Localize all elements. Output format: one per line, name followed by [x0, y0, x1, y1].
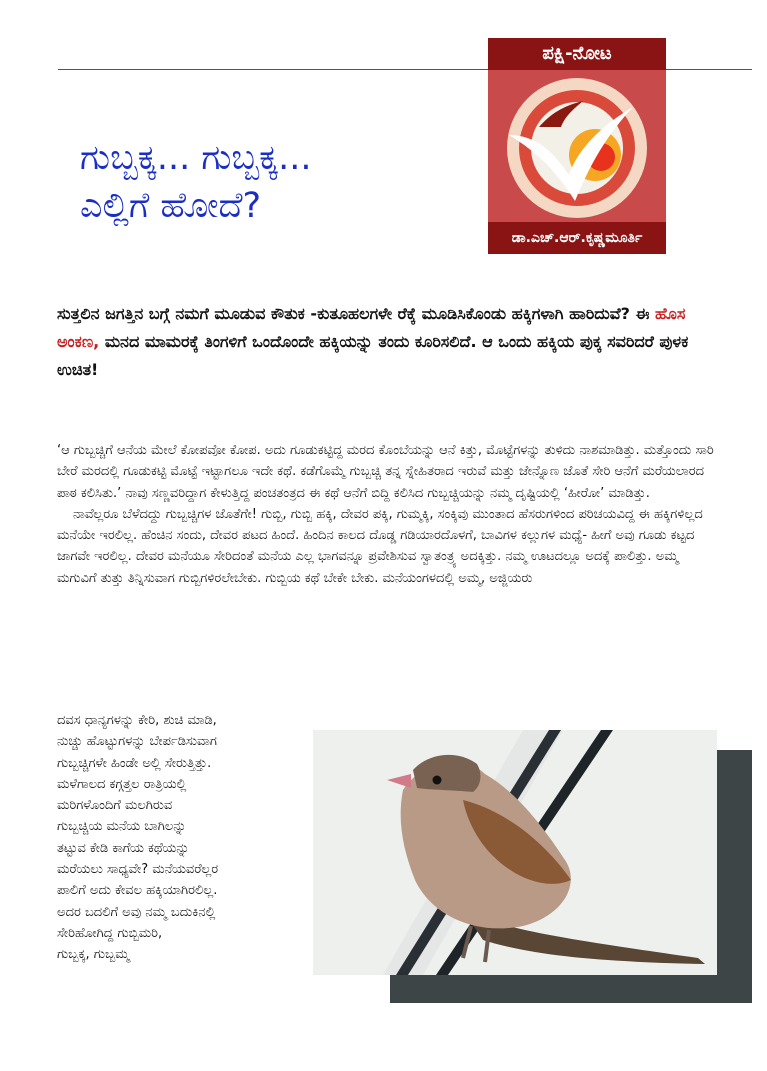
article-paragraph-2: ನಾವೆಲ್ಲರೂ ಬೆಳೆದದ್ದು ಗುಬ್ಬಚ್ಚಿಗಳ ಜೊತೆಗೇ! ಗುಬ್ಬಿ, ಗುಬ್ಬಿ ಹಕ್ಕಿ, ದೇವರ ಪಕ್ಕಿ, ಗುಮ್ಮಕ್ಕಿ, ಸಂಕ್ಕಿವು ಮುಂತಾದ ಹೆಸರುಗಳಿಂದ ಪರಿಚಯವಿದ್ದ ಈ ಹಕ್ಕಿಗಳಿಲ್ಲದ ಮನೆಯೇ ಇರಲಿಲ್ಲ. ಹೆಂಚಿನ ಸಂದು, ದೇವರ ಪಟದ ಹಿಂದೆ. ಹಿಂದಿನ ಕಾಲದ ದೊಡ್ಡ ಗಡಿಯಾರದೊಳಗೆ, ಬಾವಿಗಳ ಕಲ್ಲುಗಳ ಮಧ್ಯೆ- ಹೀಗೆ ಅವು ಗೂಡು ಕಟ್ಟದ ಜಾಗವೇ ಇರಲಿಲ್ಲ. ದೇವರ ಮನೆಯೂ ಸೇರಿದಂತೆ ಮನೆಯ ಎಲ್ಲ ಭಾಗವನ್ನೂ ಪ್ರವೇಶಿಸುವ ಸ್ವಾತಂತ್ರ್ಯ ಅದಕ್ಕಿತ್ತು. ನಮ್ಮ ಊಟದಲ್ಲೂ ಅದಕ್ಕೆ ಪಾಲಿತ್ತು. ಅಮ್ಮ ಮಗುವಿಗೆ ತುತ್ತು ತಿನ್ನಿಸುವಾಗ ಗುಬ್ಬಿಗಳಿರಲೇಬೇಕು. ಗುಬ್ಬಿಯ ಕಥೆ ಬೇಕೇ ಬೇಕು. ಮನೆಯಂಗಳದಲ್ಲಿ ಅಮ್ಮ, ಅಜ್ಜಿಯರು: [57, 506, 703, 586]
column-title: ಪಕ್ಷಿ-ನೋಟ: [542, 43, 612, 64]
wrap-line: ಮರೆಯಲು ಸಾಧ್ಯವೇ? ಮನೆಯವರೆಲ್ಲರ: [57, 862, 219, 878]
intro-highlight: ಹೊಸ ಅಂಕಣ,: [57, 304, 686, 351]
sparrow-photo: [313, 730, 717, 975]
wrap-line: ನುಚ್ಚು ಹೊಟ್ಟುಗಳನ್ನು ಬೇರ್ಪಡಿಸುವಾಗ: [57, 734, 217, 750]
wrap-line: ತಟ್ಟುವ ಕೇಡಿ ಕಾಗೆಯ ಕಥೆಯನ್ನು: [57, 840, 190, 856]
wrap-line: ಅದರ ಬದಲಿಗೆ ಅವು ನಮ್ಮ ಬದುಕಿನಲ್ಲಿ: [57, 904, 216, 920]
wrap-line: ಗುಬ್ಬಚ್ಚಿಯ ಮನೆಯ ಬಾಗಿಲನ್ನು: [57, 819, 187, 835]
column-logo-panel: [488, 70, 666, 222]
wrap-line: ಮಳೆಗಾಲದ ಕಗ್ಗತ್ತಲ ರಾತ್ರಿಯಲ್ಲಿ: [57, 776, 187, 792]
intro-text-2: ಮನದ ಮಾಮರಕ್ಕೆ ತಿಂಗಳಿಗೆ ಒಂದೊಂದೇ ಹಕ್ಕಿಯನ್ನು ತಂದು ಕೂರಿಸಲಿದೆ. ಆ ಒಂದು ಹಕ್ಕಿಯ ಪುಕ್ಕ ಸವರಿದರೆ ಪುಳಕ ಉಚಿತ!: [57, 332, 689, 379]
headline-line-2: ಎಲ್ಲಿಗೆ ಹೋದೆ?: [80, 186, 262, 226]
column-title-band: [488, 38, 666, 70]
column-badge: [488, 38, 666, 254]
intro-text-1: ಸುತ್ತಲಿನ ಜಗತ್ತಿನ ಬಗ್ಗೆ ನಮಗೆ ಮೂಡುವ ಕೌತುಕ -ಕುತೂಹಲಗಳೇ ರೆಕ್ಕೆ ಮೂಡಿಸಿಕೊಂಡು ಹಕ್ಕಿಗಳಾಗಿ ಹಾರಿದುವೆ? ಈ: [57, 304, 650, 323]
bird-target-logo: [495, 71, 659, 221]
article-wrap-column: [57, 710, 307, 966]
wrap-line: ಪಾಲಿಗೆ ಅದು ಕೇವಲ ಹಕ್ಕಿಯಾಗಿರಲಿಲ್ಲ.: [57, 883, 218, 899]
column-author: ಡಾ.ಎಚ್.ಆರ್.ಕೃಷ್ಣಮೂರ್ತಿ: [511, 230, 643, 246]
wrap-line: ಮರಿಗಳೊಂದಿಗೆ ಮಲಗಿರುವ: [57, 798, 173, 814]
article-body: [57, 440, 719, 589]
headline: [80, 134, 480, 230]
intro-paragraph: [57, 300, 717, 384]
headline-line-1: ಗುಬ್ಬಕ್ಕ... ಗುಬ್ಬಕ್ಕ...: [80, 138, 312, 178]
sparrow-eye: [433, 776, 442, 785]
wrap-line: ಗುಬ್ಬಕ್ಕ, ಗುಬ್ಬಮ್ಮ: [57, 947, 130, 963]
wrap-line: ಗುಬ್ಬಚ್ಚಿಗಳೇ ಹಿಂಡೇ ಅಲ್ಲಿ ಸೇರುತ್ತಿತ್ತು.: [57, 755, 212, 771]
wrap-line: ಸೇರಿಹೋಗಿದ್ದ ಗುಬ್ಬಿಮರಿ,: [57, 925, 163, 941]
wrap-line: ದವಸ ಧಾನ್ಯಗಳನ್ನು ಕೇರಿ, ಶುಚಿ ಮಾಡಿ,: [57, 713, 217, 728]
column-author-band: [488, 222, 666, 254]
article-paragraph-1: ‘ಆ ಗುಬ್ಬಚ್ಚಿಗೆ ಆನೆಯ ಮೇಲೆ ಕೋಪವೋ ಕೋಪ. ಅದು ಗೂಡುಕಟ್ಟಿದ್ದ ಮರದ ಕೊಂಬೆಯನ್ನು ಆನೆ ಕಿತ್ತು, ಮೊಟ್ಟೆಗಳನ್ನು ತುಳಿದು ನಾಶಮಾಡಿತ್ತು. ಮತ್ತೊಂದು ಸಾರಿ ಬೇರೆ ಮರದಲ್ಲಿ ಗೂಡುಕಟ್ಟಿ ಮೊಟ್ಟೆ ಇಟ್ಟಾಗಲೂ ಇದೇ ಕಥೆ. ಕಡೆಗೊಮ್ಮೆ ಗುಬ್ಬಚ್ಚಿ ತನ್ನ ಸ್ನೇಹಿತರಾದ ಇರುವೆ ಮತ್ತು ಜೇನ್ನೊಣ ಜೊತೆ ಸೇರಿ ಆನೆಗೆ ಮರೆಯಲಾರದ ಪಾಠ ಕಲಿಸಿತು.’ ನಾವು ಸಣ್ಣವರಿದ್ದಾಗ ಕೇಳುತ್ತಿದ್ದ ಪಂಚತಂತ್ರದ ಈ ಕಥೆ ಆನೆಗೆ ಬಿದ್ದಿ ಕಲಿಸಿದ ಗುಬ್ಬಚ್ಚಿಯನ್ನು ನಮ್ಮ ದೃಷ್ಟಿಯಲ್ಲಿ ‘ಹೀರೋ’ ಮಾಡಿತ್ತು.: [57, 443, 714, 501]
sparrow-illustration: [313, 730, 717, 975]
